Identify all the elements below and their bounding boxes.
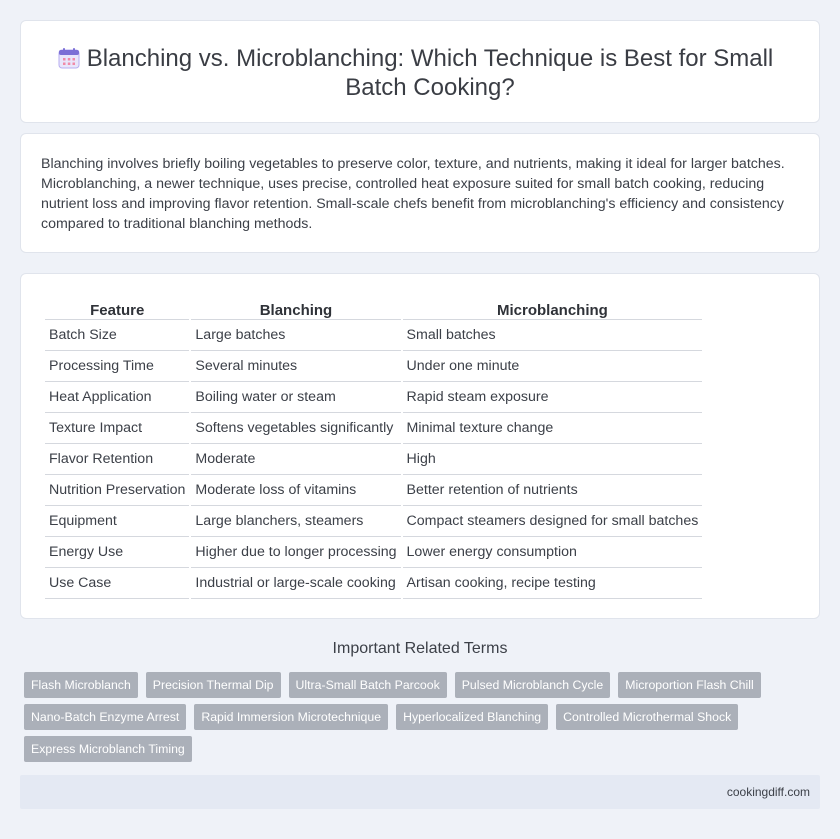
- page-title: Blanching vs. Microblanching: Which Technique is Best for Small Batch Cooking?: [86, 45, 774, 101]
- table-row: [45, 320, 702, 351]
- title-card: [20, 20, 820, 123]
- related-term-tag[interactable]: Express Microblanch Timing: [24, 736, 192, 762]
- table-cell: Heat Application: [45, 382, 189, 413]
- table-row: [45, 413, 702, 444]
- table-cell: Large blanchers, steamers: [191, 506, 400, 537]
- table-cell: Moderate loss of vitamins: [191, 475, 400, 506]
- table-cell: Compact steamers designed for small batches: [403, 506, 703, 537]
- table-cell: Better retention of nutrients: [403, 475, 703, 506]
- table-cell: Moderate: [191, 444, 400, 475]
- table-row: [45, 568, 702, 599]
- table-cell: Large batches: [191, 320, 400, 351]
- column-header-blanching: Blanching: [191, 296, 400, 320]
- table-cell: Processing Time: [45, 351, 189, 382]
- comparison-table: [43, 296, 704, 599]
- comparison-table-card: [20, 273, 820, 619]
- related-term-tag[interactable]: Rapid Immersion Microtechnique: [194, 704, 388, 730]
- table-cell: Industrial or large-scale cooking: [191, 568, 400, 599]
- table-cell: Under one minute: [403, 351, 703, 382]
- table-row: [45, 537, 702, 568]
- table-cell: Equipment: [45, 506, 189, 537]
- related-term-tag[interactable]: Controlled Microthermal Shock: [556, 704, 738, 730]
- table-cell: Several minutes: [191, 351, 400, 382]
- related-term-tag[interactable]: Nano-Batch Enzyme Arrest: [24, 704, 186, 730]
- related-term-tag[interactable]: Pulsed Microblanch Cycle: [455, 672, 610, 698]
- table-cell: Small batches: [403, 320, 703, 351]
- table-row: [45, 351, 702, 382]
- intro-paragraph: Blanching involves briefly boiling vegetables to preserve color, texture, and nutrients, making it ideal for larger batches. Microblanching, a newer technique, uses precise, controlled heat exposure suited for small batch cooking, reducing nutrient loss and improving flavor retention. Small-scale chefs benefit from microblanching's efficiency and consistency compared to traditional blanching methods.: [41, 156, 785, 232]
- table-cell: Artisan cooking, recipe testing: [403, 568, 703, 599]
- table-cell: Minimal texture change: [403, 413, 703, 444]
- table-row: [45, 444, 702, 475]
- footer-site-link[interactable]: cookingdiff.com: [726, 785, 810, 799]
- table-cell: Use Case: [45, 568, 189, 599]
- related-term-tag[interactable]: Microportion Flash Chill: [618, 672, 760, 698]
- table-row: [45, 506, 702, 537]
- column-header-microblanching: Microblanching: [403, 296, 703, 320]
- table-cell: Rapid steam exposure: [403, 382, 703, 413]
- related-term-tag[interactable]: Ultra-Small Batch Parcook: [289, 672, 447, 698]
- footer: [20, 775, 820, 809]
- table-cell: Softens vegetables significantly: [191, 413, 400, 444]
- related-term-tag[interactable]: Precision Thermal Dip: [146, 672, 281, 698]
- related-term-tag[interactable]: Flash Microblanch: [24, 672, 138, 698]
- related-terms-tags: [24, 672, 804, 762]
- table-cell: Batch Size: [45, 320, 189, 351]
- table-cell: Nutrition Preservation: [45, 475, 189, 506]
- table-cell: Lower energy consumption: [403, 537, 703, 568]
- table-cell: Flavor Retention: [45, 444, 189, 475]
- table-cell: Texture Impact: [45, 413, 189, 444]
- related-terms-title: Important Related Terms: [332, 640, 508, 657]
- related-term-tag[interactable]: Hyperlocalized Blanching: [396, 704, 548, 730]
- table-cell: Boiling water or steam: [191, 382, 400, 413]
- table-row: [45, 475, 702, 506]
- table-cell: Higher due to longer processing: [191, 537, 400, 568]
- table-row: [45, 382, 702, 413]
- column-header-feature: Feature: [45, 296, 189, 320]
- table-cell: Energy Use: [45, 537, 189, 568]
- intro-card: [20, 133, 820, 253]
- table-cell: High: [403, 444, 703, 475]
- table-header-row: [45, 296, 702, 320]
